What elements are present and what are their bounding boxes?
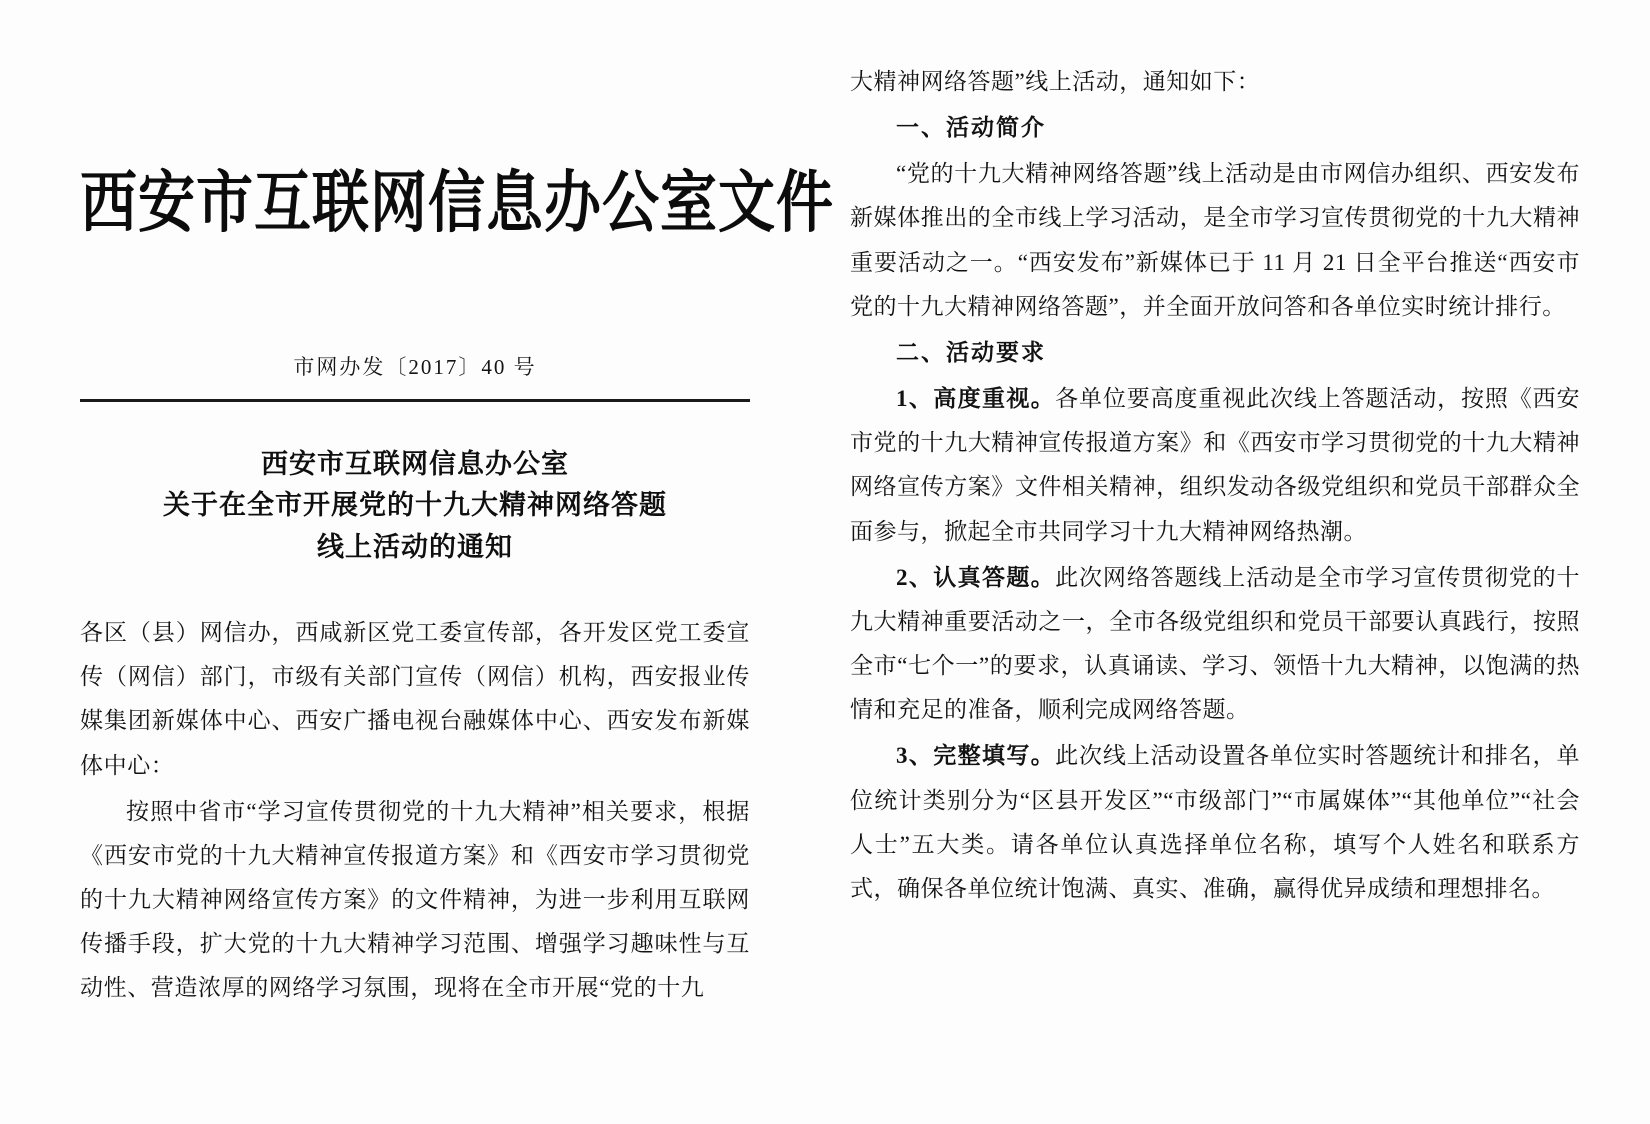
requirement-item-1 bbox=[850, 377, 1580, 554]
requirement-item-1-label: 1、高度重视。 bbox=[896, 386, 1056, 412]
requirement-item-3-text: 此次线上活动设置各单位实时答题统计和排名，单位统计类别分为“区县开发区”“市级部门”“市属媒体”“其他单位”“社会人士”五大类。请各单位认真选择单位名称，填写个人姓名和联系方式，确保各单位统计饱满、真实、准确，赢得优异成绩和理想排名。 bbox=[850, 743, 1580, 901]
section-heading-activity-intro bbox=[850, 106, 1580, 150]
document-title-line-3: 线上活动的通知 bbox=[317, 532, 513, 563]
document-header bbox=[80, 162, 834, 242]
background-paragraph: 按照中省市“学习宣传贯彻党的十九大精神”相关要求，根据《西安市党的十九大精神宣传报道方案》和《西安市学习贯彻党的十九大精神网络宣传方案》的文件精神，为进一步利用互联网传播手段，扩大党的十九大精神学习范围、增强学习趣味性与互动性、营造浓厚的网络学习氛围，现将在全市开展“党的十九 bbox=[80, 798, 750, 1001]
section-heading-activity-requirements bbox=[850, 331, 1580, 375]
header-divider-rule bbox=[80, 399, 750, 402]
issuing-organization-title: 西安市互联网信息办公室文件 bbox=[80, 162, 834, 242]
right-page-column bbox=[830, 0, 1650, 1124]
document-title-line-2: 关于在全市开展党的十九大精神网络答题 bbox=[163, 490, 667, 521]
document-number: 市网办发〔2017〕40 号 bbox=[293, 354, 537, 379]
requirement-item-3 bbox=[850, 734, 1580, 911]
requirement-item-1-text: 各单位要高度重视此次线上答题活动，按照《西安市党的十九大精神宣传报道方案》和《西安市学习贯彻党的十九大精神网络宣传方案》文件相关精神，组织发动各级党组织和党员干部群众全面参与，掀起全市共同学习十九大精神网络热潮。 bbox=[850, 386, 1580, 544]
requirement-item-2-text: 此次网络答题线上活动是全市学习宣传贯彻党的十九大精神重要活动之一，全市各级党组织和党员干部要认真践行，按照全市“七个一”的要求，认真诵读、学习、领悟十九大精神，以饱满的热情和充足的准备，顺利完成网络答题。 bbox=[850, 564, 1580, 723]
recipients-paragraph: 各区（县）网信办，西咸新区党工委宣传部，各开发区党工委宣传（网信）部门，市级有关部门宣传（网信）机构，西安报业传媒集团新媒体中心、西安广播电视台融媒体中心、西安发布新媒体中心： bbox=[80, 620, 750, 778]
requirement-item-2 bbox=[850, 556, 1580, 733]
requirement-item-2-label: 2、认真答题。 bbox=[896, 564, 1056, 590]
section-heading-1-label: 一、活动简介 bbox=[896, 115, 1046, 141]
left-body-text bbox=[80, 611, 750, 1010]
section-1-body: “党的十九大精神网络答题”线上活动是由市网信办组织、西安发布新媒体推出的全市线上学习活动，是全市学习宣传贯彻党的十九大精神重要活动之一。“西安发布”新媒体已于 11 月 21 日全平台推送“西安市党的十九大精神网络答题”，并全面开放问答和各单位实时统计排行。 bbox=[850, 161, 1580, 319]
right-body-text bbox=[850, 60, 1580, 911]
continuation-paragraph: 大精神网络答题”线上活动，通知如下： bbox=[850, 69, 1261, 94]
requirement-item-3-label: 3、完整填写。 bbox=[896, 743, 1056, 769]
section-heading-2-label: 二、活动要求 bbox=[896, 339, 1046, 365]
document-title-line-1: 西安市互联网信息办公室 bbox=[261, 448, 569, 479]
document-title bbox=[80, 444, 750, 570]
